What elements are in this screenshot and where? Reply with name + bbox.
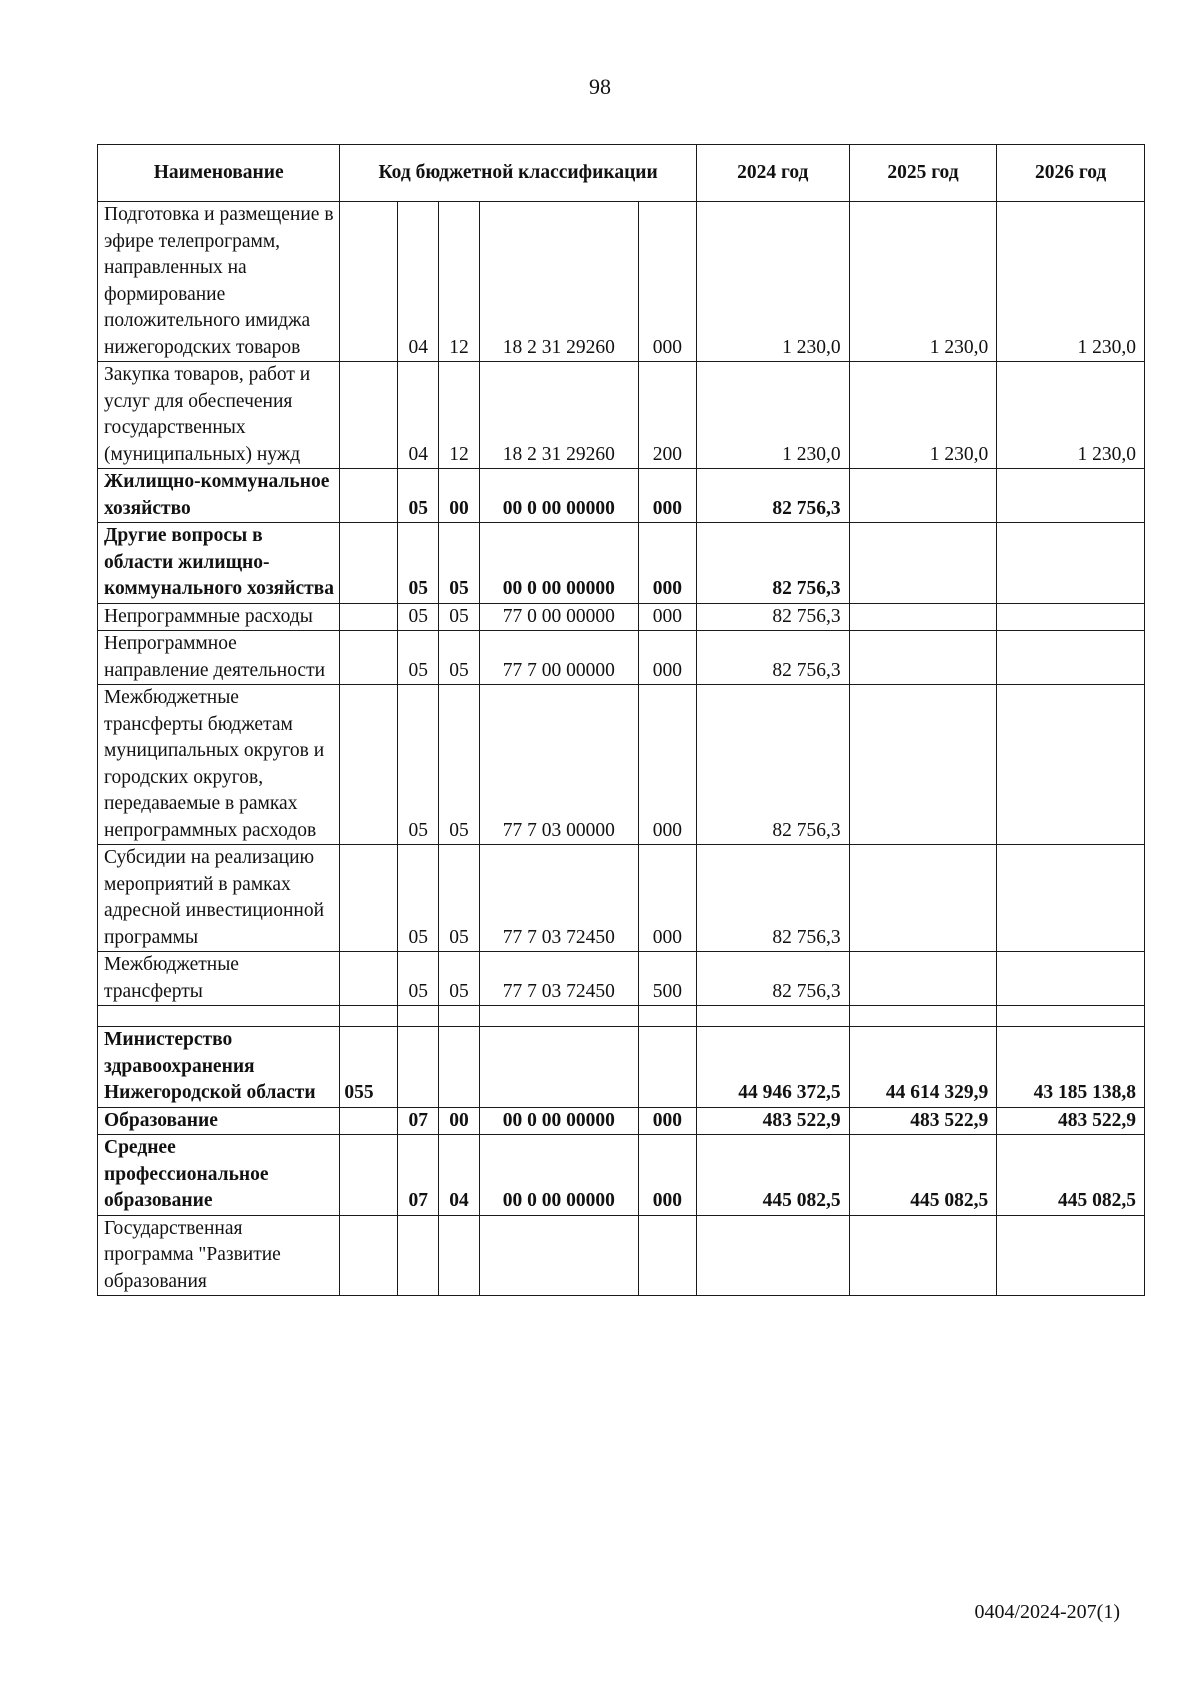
cell-subsection: 05 [439,631,480,685]
cell-name: Министерство здравоохранения Нижегородской области [98,1027,340,1108]
cell-section [398,1215,439,1296]
cell-section: 05 [398,603,439,631]
cell-2026 [997,845,1145,952]
cell-section: 05 [398,952,439,1006]
cell-2024: 82 756,3 [696,845,849,952]
table-row [98,631,1145,685]
cell-subsection [439,1215,480,1296]
table-row [98,1027,1145,1108]
cell-name [98,1006,340,1027]
cell-2025 [849,845,997,952]
cell-2025 [849,952,997,1006]
cell-section: 05 [398,685,439,845]
table-row [98,685,1145,845]
table-row [98,1107,1145,1135]
cell-target-code: 00 0 00 00000 [479,523,638,604]
cell-ministry-code [340,523,398,604]
cell-ministry-code [340,631,398,685]
cell-expense-type [638,1006,696,1027]
cell-expense-type: 000 [638,685,696,845]
cell-ministry-code [340,952,398,1006]
cell-name: Подготовка и размещение в эфире телепрограмм, направленных на формирование положительного имиджа нижегородских товаров [98,202,340,362]
cell-target-code [479,1027,638,1108]
cell-2024: 1 230,0 [696,362,849,469]
cell-subsection: 05 [439,685,480,845]
cell-ministry-code [340,1107,398,1135]
cell-ministry-code [340,685,398,845]
cell-2024: 82 756,3 [696,685,849,845]
cell-2025 [849,631,997,685]
cell-2026 [997,1215,1145,1296]
cell-2024: 82 756,3 [696,631,849,685]
cell-2026 [997,469,1145,523]
cell-target-code: 77 7 03 00000 [479,685,638,845]
header-2025: 2025 год [849,145,997,202]
cell-2025: 1 230,0 [849,202,997,362]
cell-section: 05 [398,523,439,604]
cell-section [398,1027,439,1108]
cell-2026 [997,952,1145,1006]
cell-2024: 82 756,3 [696,469,849,523]
cell-section: 05 [398,845,439,952]
cell-2025: 44 614 329,9 [849,1027,997,1108]
cell-name: Государственная программа "Развитие образования [98,1215,340,1296]
cell-name: Непрограммные расходы [98,603,340,631]
cell-section: 05 [398,469,439,523]
cell-name: Образование [98,1107,340,1135]
cell-2024 [696,1006,849,1027]
cell-2026 [997,523,1145,604]
cell-subsection: 00 [439,1107,480,1135]
cell-section [398,1006,439,1027]
table-body [98,202,1145,1296]
cell-target-code: 77 7 03 72450 [479,845,638,952]
cell-2026: 1 230,0 [997,202,1145,362]
cell-target-code: 77 7 00 00000 [479,631,638,685]
cell-target-code: 18 2 31 29260 [479,202,638,362]
cell-expense-type: 000 [638,202,696,362]
cell-name: Среднее профессиональное образование [98,1135,340,1216]
cell-2024: 1 230,0 [696,202,849,362]
cell-target-code [479,1215,638,1296]
cell-ministry-code [340,1215,398,1296]
document-code: 0404/2024-207(1) [974,1601,1120,1623]
cell-subsection: 05 [439,845,480,952]
header-code: Код бюджетной классификации [340,145,696,202]
cell-section: 07 [398,1107,439,1135]
cell-subsection: 05 [439,523,480,604]
cell-target-code: 18 2 31 29260 [479,362,638,469]
header-row [98,145,1145,202]
table-row [98,952,1145,1006]
cell-ministry-code [340,202,398,362]
cell-subsection [439,1006,480,1027]
cell-expense-type: 200 [638,362,696,469]
cell-expense-type: 000 [638,523,696,604]
cell-name: Субсидии на реализацию мероприятий в рамках адресной инвестиционной программы [98,845,340,952]
cell-name: Межбюджетные трансферты [98,952,340,1006]
cell-name: Другие вопросы в области жилищно-коммунального хозяйства [98,523,340,604]
cell-2025 [849,603,997,631]
table-row [98,1215,1145,1296]
cell-expense-type [638,1027,696,1108]
cell-target-code [479,1006,638,1027]
cell-2024: 82 756,3 [696,523,849,604]
cell-subsection: 05 [439,603,480,631]
cell-subsection [439,1027,480,1108]
cell-subsection: 05 [439,952,480,1006]
table-row [98,362,1145,469]
cell-2024: 483 522,9 [696,1107,849,1135]
cell-section: 04 [398,202,439,362]
table-row [98,1135,1145,1216]
table-row [98,1006,1145,1027]
header-2024: 2024 год [696,145,849,202]
cell-2026 [997,1006,1145,1027]
table-row [98,523,1145,604]
table-row [98,469,1145,523]
cell-2026 [997,631,1145,685]
header-2026: 2026 год [997,145,1145,202]
cell-2025: 483 522,9 [849,1107,997,1135]
cell-subsection: 12 [439,362,480,469]
cell-ministry-code [340,845,398,952]
cell-subsection: 12 [439,202,480,362]
cell-2026: 43 185 138,8 [997,1027,1145,1108]
cell-2026: 483 522,9 [997,1107,1145,1135]
cell-subsection: 00 [439,469,480,523]
cell-expense-type: 000 [638,845,696,952]
cell-section: 04 [398,362,439,469]
cell-2025 [849,1215,997,1296]
cell-target-code: 00 0 00 00000 [479,1107,638,1135]
cell-section: 07 [398,1135,439,1216]
cell-2026 [997,603,1145,631]
cell-2024: 445 082,5 [696,1135,849,1216]
cell-2026 [997,685,1145,845]
cell-2024: 44 946 372,5 [696,1027,849,1108]
cell-2026: 445 082,5 [997,1135,1145,1216]
cell-expense-type: 000 [638,1135,696,1216]
cell-target-code: 00 0 00 00000 [479,469,638,523]
table-row [98,603,1145,631]
header-name: Наименование [98,145,340,202]
cell-2025: 445 082,5 [849,1135,997,1216]
cell-2024: 82 756,3 [696,952,849,1006]
cell-ministry-code [340,469,398,523]
table-row [98,845,1145,952]
cell-subsection: 04 [439,1135,480,1216]
cell-ministry-code [340,1135,398,1216]
cell-target-code: 00 0 00 00000 [479,1135,638,1216]
cell-expense-type [638,1215,696,1296]
cell-2026: 1 230,0 [997,362,1145,469]
budget-table [97,144,1145,1296]
cell-ministry-code [340,1006,398,1027]
cell-2025: 1 230,0 [849,362,997,469]
cell-2024 [696,1215,849,1296]
cell-expense-type: 000 [638,631,696,685]
cell-expense-type: 000 [638,603,696,631]
page-number: 98 [589,74,611,99]
cell-ministry-code [340,362,398,469]
cell-expense-type: 000 [638,1107,696,1135]
cell-2025 [849,1006,997,1027]
cell-expense-type: 000 [638,469,696,523]
cell-2025 [849,523,997,604]
cell-2025 [849,685,997,845]
cell-section: 05 [398,631,439,685]
cell-2024: 82 756,3 [696,603,849,631]
cell-expense-type: 500 [638,952,696,1006]
cell-name: Непрограммное направление деятельности [98,631,340,685]
cell-ministry-code [340,603,398,631]
cell-ministry-code: 055 [340,1027,398,1108]
cell-name: Закупка товаров, работ и услуг для обеспечения государственных (муниципальных) нужд [98,362,340,469]
cell-target-code: 77 0 00 00000 [479,603,638,631]
cell-target-code: 77 7 03 72450 [479,952,638,1006]
table-row [98,202,1145,362]
cell-2025 [849,469,997,523]
cell-name: Межбюджетные трансферты бюджетам муниципальных округов и городских округов, передаваемые в рамках непрограммных расходов [98,685,340,845]
cell-name: Жилищно-коммунальное хозяйство [98,469,340,523]
